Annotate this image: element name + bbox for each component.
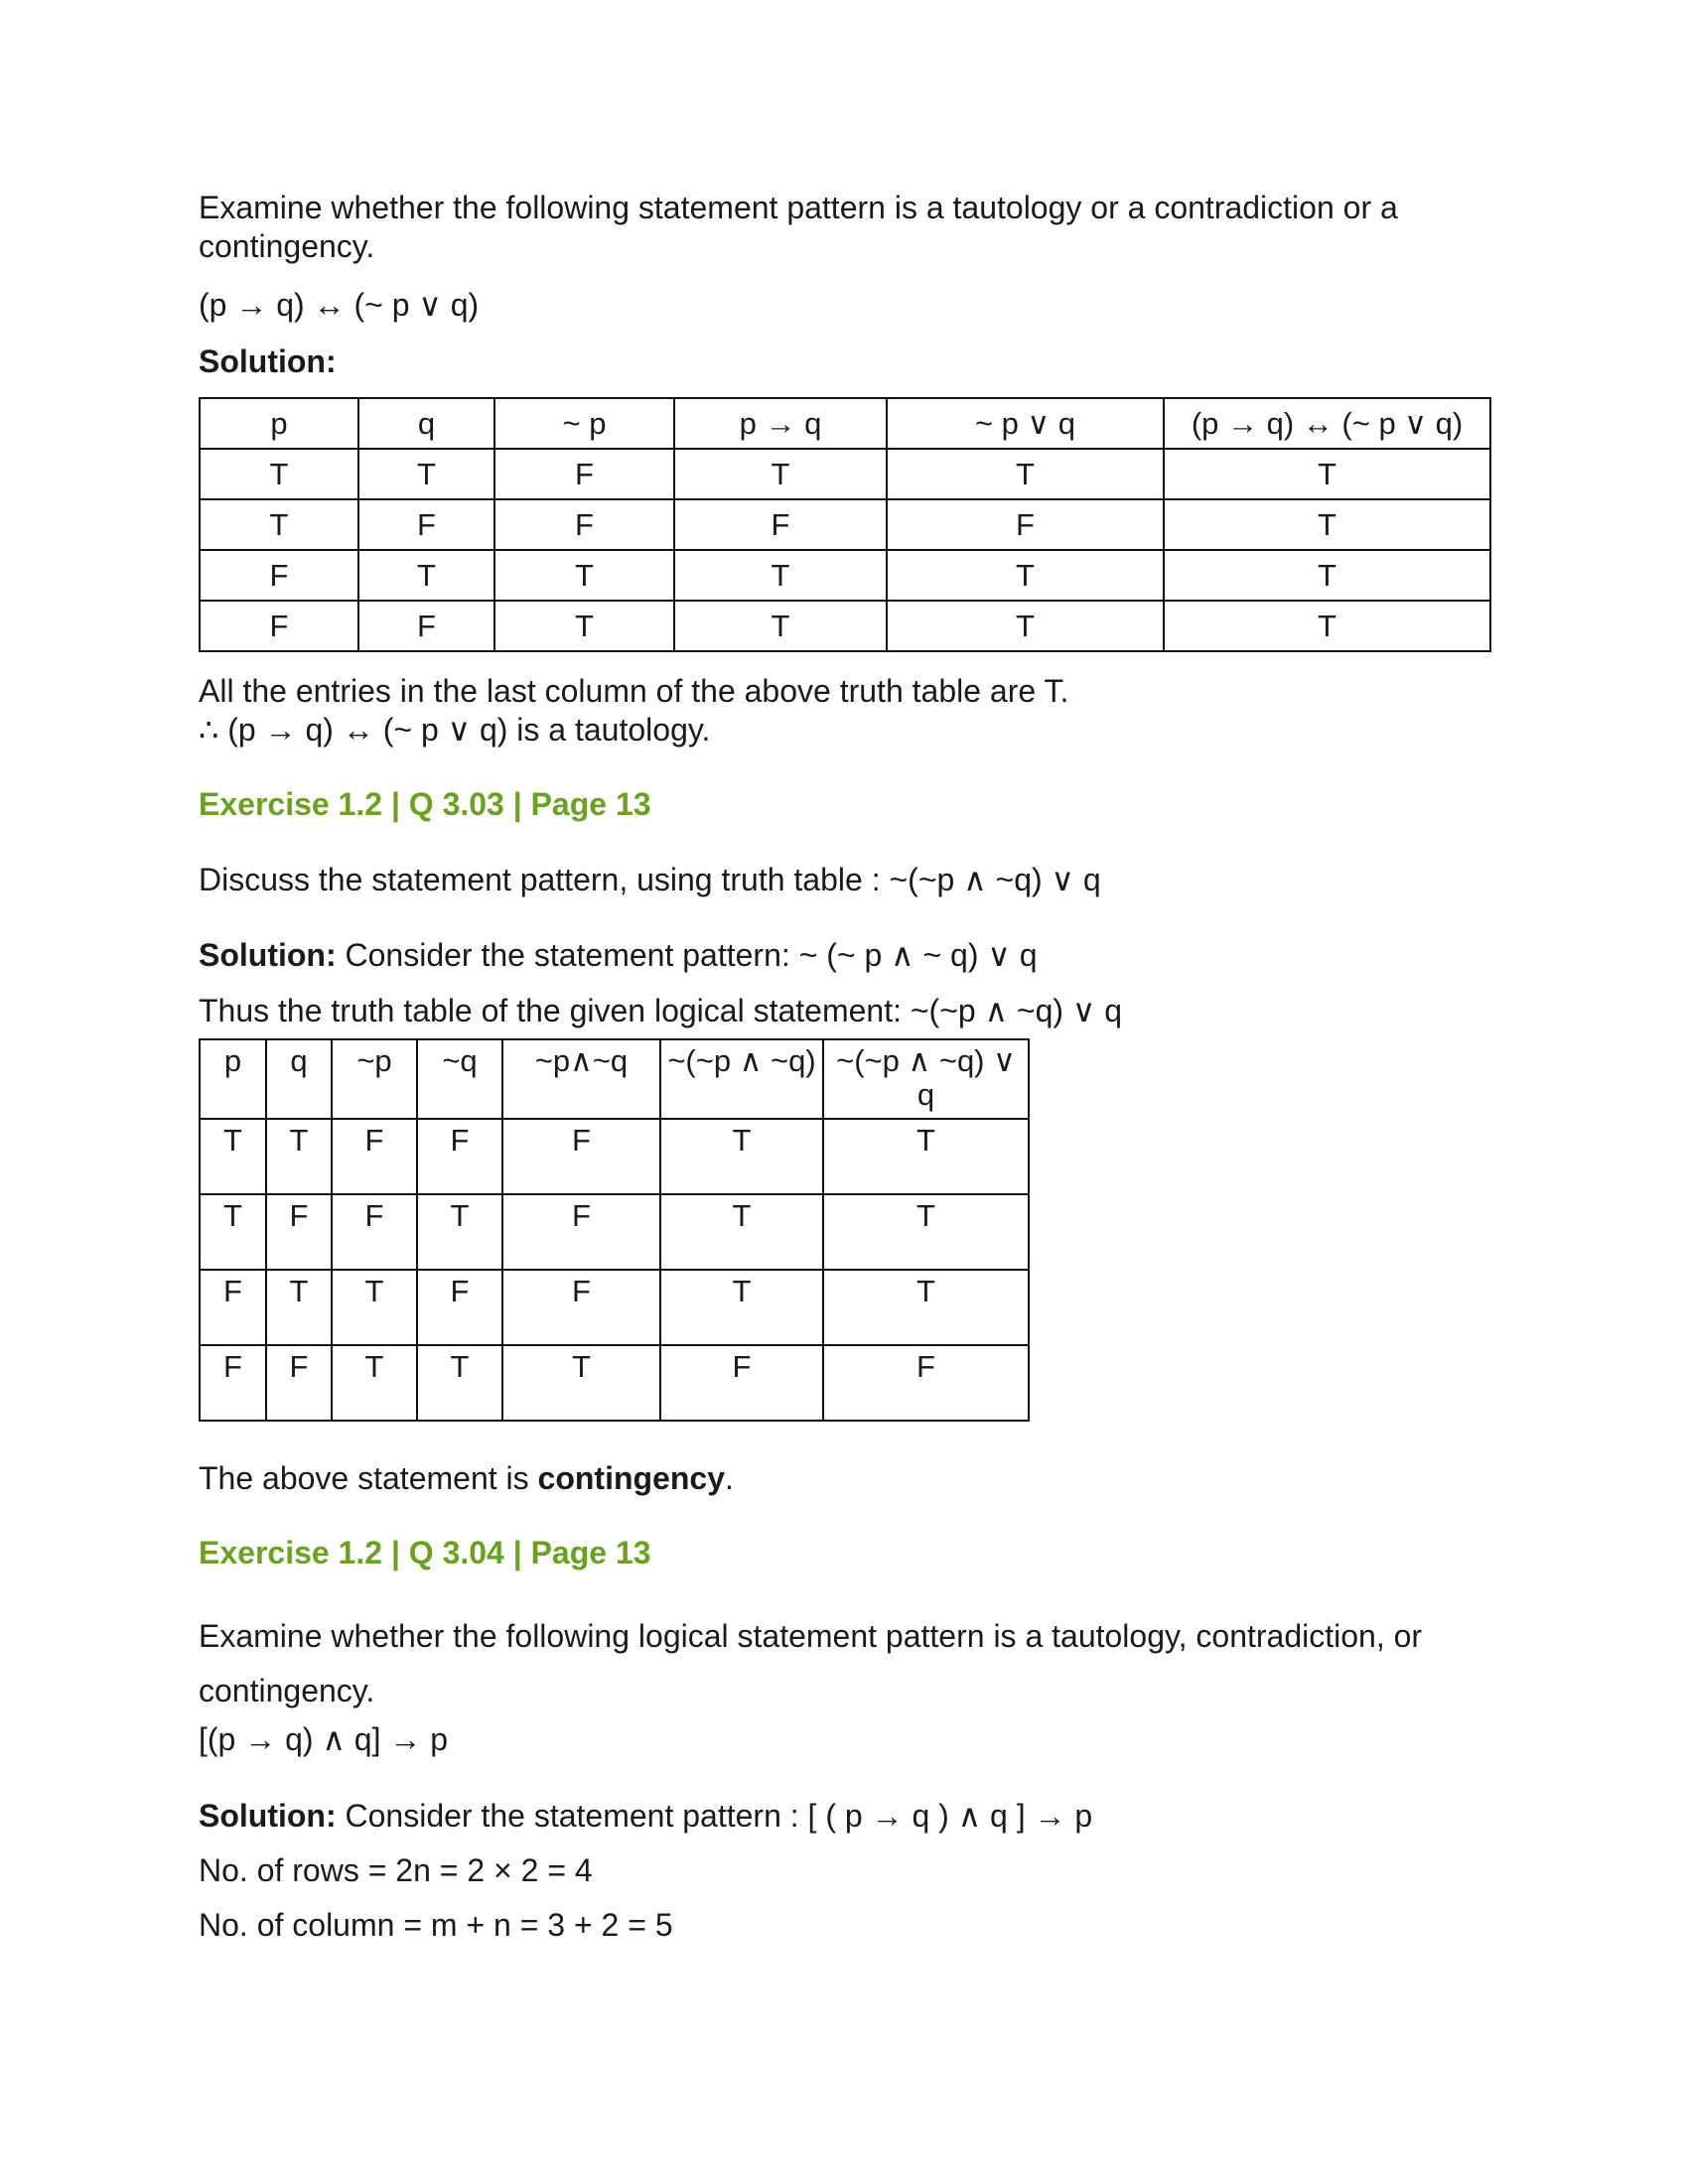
table-cell: T [494,550,674,601]
table-cell: F [358,499,494,550]
table-cell: F [266,1345,332,1421]
table-row [200,1194,1029,1270]
table-header-cell: ~ p [494,398,674,449]
table-cell: F [502,1119,660,1194]
table-cell: T [200,1194,266,1270]
table-cell: T [200,449,358,499]
table-row [200,499,1490,550]
document-page [199,189,1499,1945]
table-cell: T [1164,550,1490,601]
table-cell: T [332,1270,417,1345]
table-cell: T [417,1194,502,1270]
table-cell: F [332,1194,417,1270]
table-cell: T [332,1345,417,1421]
table-cell: T [1164,601,1490,651]
table-cell: F [200,1270,266,1345]
table-row [200,1270,1029,1345]
exercise-heading-3-04: Exercise 1.2 | Q 3.04 | Page 13 [199,1535,651,1570]
table-cell: T [674,550,887,601]
table-header-cell: ~p [332,1039,417,1119]
table-cell: T [674,449,887,499]
question-1-text: Examine whether the following statement pattern is a tautology or a contradiction or a contingency. [199,190,1398,264]
table-cell: T [823,1194,1029,1270]
table-cell: T [660,1270,823,1345]
truth-table-1 [199,397,1491,652]
table-cell: F [887,499,1164,550]
table-cell: F [266,1194,332,1270]
question-1-solution-label: Solution: [199,343,337,379]
table-cell: T [266,1270,332,1345]
table-header-cell: ~(~p ∧ ~q) [660,1039,823,1119]
table-row [200,601,1490,651]
question-3-solution: Solution: Consider the statement pattern : [ ( p → q ) ∧ q ] → p [199,1798,1093,1834]
table-cell: F [417,1270,502,1345]
table-cell: T [674,601,887,651]
table-header-cell: (p → q) ↔ (~ p ∨ q) [1164,398,1490,449]
question-3-text: Examine whether the following logical statement pattern is a tautology, contradiction, or contingency. [199,1618,1423,1708]
question-2-conclusion: The above statement is contingency. [199,1460,734,1496]
table-cell: F [200,550,358,601]
table-cell: T [494,601,674,651]
table-cell: T [887,550,1164,601]
table-cell: F [200,601,358,651]
table-cell: T [502,1345,660,1421]
table-cell: T [1164,499,1490,550]
table-cell: T [823,1270,1029,1345]
question-3-columns-line: No. of column = m + n = 3 + 2 = 5 [199,1907,673,1943]
table-cell: T [200,499,358,550]
question-2-solution: Solution: Consider the statement pattern: ~ (~ p ∧ ~ q) ∨ q [199,937,1038,973]
truth-table-2 [199,1038,1030,1422]
table-cell: T [660,1194,823,1270]
table-header-cell: ~p∧~q [502,1039,660,1119]
table-cell: T [887,601,1164,651]
table-header-row [200,1039,1029,1119]
table-cell: T [266,1119,332,1194]
table-cell: F [502,1270,660,1345]
question-1-formula: (p → q) ↔ (~ p ∨ q) [199,287,480,323]
table-cell: F [332,1119,417,1194]
table-cell: T [660,1119,823,1194]
table-cell: F [674,499,887,550]
table-cell: F [494,499,674,550]
table-cell: F [358,601,494,651]
table-header-cell: ~ p ∨ q [887,398,1164,449]
question-1-result: ∴ (p → q) ↔ (~ p ∨ q) is a tautology. [199,712,711,748]
table-cell: T [887,449,1164,499]
table-cell: F [502,1194,660,1270]
table-cell: F [494,449,674,499]
question-2-text: Discuss the statement pattern, using truth table : ~(~p ∧ ~q) ∨ q [199,862,1101,897]
table-cell: T [1164,449,1490,499]
table-cell: F [200,1345,266,1421]
table-cell: T [358,550,494,601]
exercise-heading-3-03: Exercise 1.2 | Q 3.03 | Page 13 [199,786,651,822]
question-3-rows-line: No. of rows = 2n = 2 × 2 = 4 [199,1852,593,1888]
table-cell: T [417,1345,502,1421]
table-header-cell: p [200,1039,266,1119]
question-1-conclusion: All the entries in the last column of the above truth table are T. [199,673,1069,709]
table-cell: F [417,1119,502,1194]
table-cell: F [823,1345,1029,1421]
question-2-table-intro: Thus the truth table of the given logical statement: ~(~p ∧ ~q) ∨ q [199,993,1123,1028]
table-header-cell: q [266,1039,332,1119]
table-header-cell: ~(~p ∧ ~q) ∨ q [823,1039,1029,1119]
table-row [200,1119,1029,1194]
table-row [200,550,1490,601]
table-header-cell: p → q [674,398,887,449]
table-cell: T [200,1119,266,1194]
table-header-row [200,398,1490,449]
table-cell: T [823,1119,1029,1194]
table-header-cell: ~q [417,1039,502,1119]
question-3-formula: [(p → q) ∧ q] → p [199,1721,449,1757]
table-cell: F [660,1345,823,1421]
table-cell: T [358,449,494,499]
table-header-cell: q [358,398,494,449]
table-header-cell: p [200,398,358,449]
table-row [200,1345,1029,1421]
table-row [200,449,1490,499]
